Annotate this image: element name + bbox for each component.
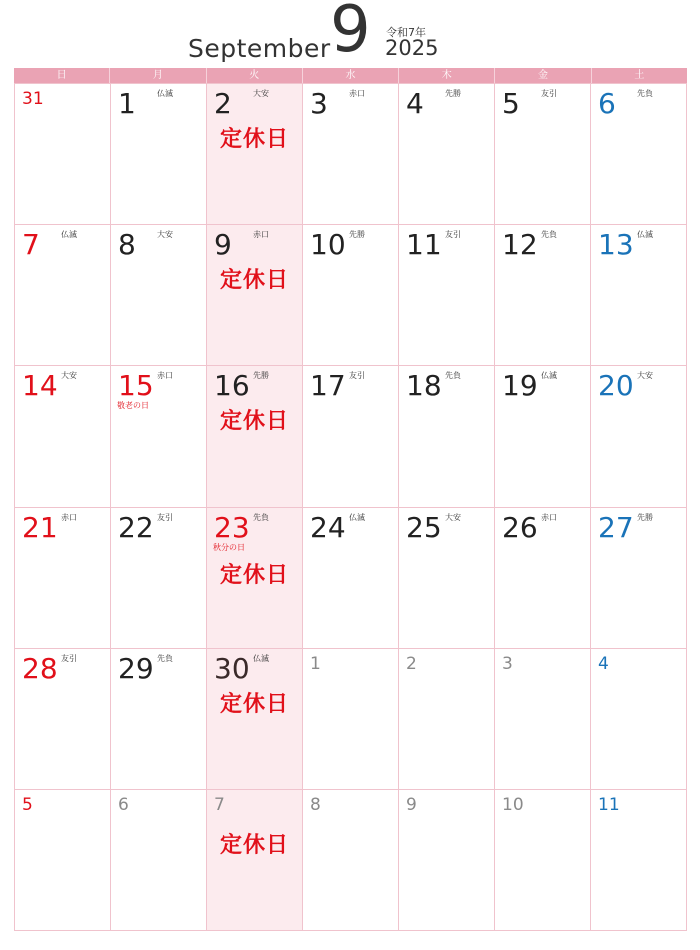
rokuyo-label: 赤口: [541, 512, 557, 522]
rokuyo-label: 友引: [541, 89, 557, 98]
day-number: 2: [406, 653, 417, 674]
weekday-saturday: 土: [634, 70, 645, 81]
rokuyo-label: 先勝: [253, 371, 269, 381]
day-cell[interactable]: [207, 789, 303, 930]
calendar-grid: [14, 83, 687, 931]
rokuyo-label: 大安: [637, 371, 653, 381]
day-cell[interactable]: [591, 648, 687, 789]
day-cell[interactable]: [399, 648, 495, 789]
weekday-header: [14, 68, 687, 83]
rokuyo-label: 仏滅: [541, 371, 557, 381]
weekday-tuesday: 火: [207, 68, 303, 83]
day-cell[interactable]: [207, 224, 303, 365]
rokuyo-label: 赤口: [157, 371, 173, 381]
rokuyo-label: 大安: [157, 230, 173, 240]
day-cell[interactable]: [591, 789, 687, 930]
closed-day-label: 定休日: [219, 268, 289, 294]
rokuyo-label: 大安: [445, 512, 461, 522]
calendar: [14, 68, 687, 931]
day-number: 15: [118, 369, 154, 403]
day-number: 10: [502, 794, 524, 815]
day-number: 8: [118, 228, 136, 262]
day-number: 3: [502, 653, 513, 674]
day-number: 22: [118, 510, 154, 544]
day-cell[interactable]: [15, 789, 111, 930]
calendar-header: [0, 0, 700, 68]
day-number: 18: [406, 369, 442, 403]
rokuyo-label: 大安: [61, 371, 77, 381]
day-cell[interactable]: [111, 789, 207, 930]
weekday-wednesday: 水: [303, 68, 399, 83]
day-cell[interactable]: [591, 224, 687, 365]
day-cell[interactable]: [303, 507, 399, 648]
day-cell[interactable]: [495, 83, 591, 224]
day-cell[interactable]: [207, 83, 303, 224]
day-cell[interactable]: [15, 648, 111, 789]
day-cell[interactable]: [399, 789, 495, 930]
day-number: 19: [502, 369, 538, 403]
day-cell[interactable]: [399, 365, 495, 506]
holiday-name: 秋分の日: [213, 542, 245, 552]
day-cell[interactable]: [303, 224, 399, 365]
day-number: 6: [598, 87, 616, 120]
day-number: 30: [214, 651, 250, 685]
day-number: 3: [310, 87, 328, 120]
rokuyo-label: 赤口: [349, 89, 365, 98]
day-cell[interactable]: [111, 507, 207, 648]
rokuyo-label: 先負: [541, 230, 557, 240]
rokuyo-label: 先勝: [349, 230, 365, 240]
day-number: 28: [22, 651, 58, 685]
day-cell[interactable]: [111, 224, 207, 365]
rokuyo-label: 友引: [349, 371, 365, 381]
weekday-thursday: 木: [399, 68, 495, 83]
day-number: 11: [598, 794, 620, 815]
day-cell[interactable]: [399, 83, 495, 224]
day-number: 8: [310, 794, 321, 815]
day-cell[interactable]: [495, 365, 591, 506]
rokuyo-label: 赤口: [253, 230, 269, 240]
day-cell[interactable]: [591, 507, 687, 648]
rokuyo-label: 先負: [157, 653, 173, 663]
day-number: 31: [22, 89, 44, 109]
day-number: 11: [406, 228, 442, 262]
day-cell[interactable]: [15, 224, 111, 365]
day-cell[interactable]: [495, 507, 591, 648]
day-number: 14: [22, 369, 58, 403]
day-cell[interactable]: [495, 224, 591, 365]
rokuyo-label: 先負: [637, 89, 653, 98]
day-cell[interactable]: [15, 83, 111, 224]
rokuyo-label: 大安: [253, 89, 269, 98]
closed-day-label: 定休日: [219, 409, 289, 435]
rokuyo-label: 友引: [157, 512, 173, 522]
day-number: 6: [118, 794, 129, 815]
day-number: 7: [22, 228, 40, 262]
day-number: 2: [214, 87, 232, 120]
day-number: 1: [310, 653, 321, 674]
rokuyo-label: 仏滅: [637, 230, 653, 240]
day-cell[interactable]: [399, 507, 495, 648]
day-number: 9: [214, 228, 232, 262]
rokuyo-label: 赤口: [61, 512, 77, 522]
day-cell[interactable]: [591, 83, 687, 224]
weekday-sunday: 日: [14, 68, 110, 83]
rokuyo-label: 友引: [61, 653, 77, 663]
day-number: 13: [598, 228, 634, 262]
day-number: 9: [406, 794, 417, 815]
day-number: 12: [502, 228, 538, 262]
day-number: 10: [310, 228, 346, 262]
closed-day-label: 定休日: [219, 127, 289, 152]
day-cell[interactable]: [207, 648, 303, 789]
day-number: 23: [214, 510, 250, 544]
day-number: 29: [118, 651, 154, 685]
day-cell[interactable]: [303, 365, 399, 506]
day-number: 24: [310, 510, 346, 544]
day-number: 20: [598, 369, 634, 403]
closed-day-label: 定休日: [219, 691, 289, 717]
day-cell[interactable]: [399, 224, 495, 365]
day-cell[interactable]: [303, 648, 399, 789]
rokuyo-label: 先勝: [445, 89, 461, 98]
rokuyo-label: 先負: [253, 512, 269, 522]
day-cell[interactable]: [111, 648, 207, 789]
day-number: 21: [22, 510, 58, 544]
day-number: 5: [502, 87, 520, 120]
day-number: 26: [502, 510, 538, 544]
rokuyo-label: 先勝: [637, 512, 653, 522]
day-number: 25: [406, 510, 442, 544]
holiday-name: 敬老の日: [117, 401, 149, 411]
japanese-era-year: 令和7年: [386, 26, 426, 39]
closed-day-label: 定休日: [219, 832, 289, 858]
day-number: 1: [118, 87, 136, 120]
day-cell[interactable]: [495, 789, 591, 930]
rokuyo-label: 仏滅: [157, 89, 173, 98]
day-cell[interactable]: [111, 83, 207, 224]
rokuyo-label: 友引: [445, 230, 461, 240]
rokuyo-label: 仏滅: [253, 653, 269, 663]
year: 2025: [385, 36, 439, 60]
day-cell[interactable]: [15, 507, 111, 648]
rokuyo-label: 仏滅: [349, 512, 365, 522]
day-number: 4: [406, 87, 424, 120]
day-number: 27: [598, 510, 634, 544]
rokuyo-label: 先負: [445, 371, 461, 381]
day-number: 16: [214, 369, 250, 403]
day-number: 5: [22, 794, 33, 815]
weekday-monday: 月: [110, 68, 206, 83]
day-number: 17: [310, 369, 346, 403]
day-cell[interactable]: [495, 648, 591, 789]
day-cell[interactable]: [207, 365, 303, 506]
weekday-friday: 金: [495, 68, 591, 83]
day-cell[interactable]: [207, 507, 303, 648]
day-cell[interactable]: [15, 365, 111, 506]
day-number: 4: [598, 653, 609, 674]
month-number: 9: [330, 0, 371, 67]
day-cell[interactable]: [591, 365, 687, 506]
day-cell[interactable]: [111, 365, 207, 506]
closed-day-label: 定休日: [219, 562, 289, 588]
day-cell[interactable]: [303, 83, 399, 224]
rokuyo-label: 仏滅: [61, 230, 77, 240]
month-name: September: [188, 34, 331, 63]
day-number: 7: [214, 794, 225, 815]
day-cell[interactable]: [303, 789, 399, 930]
